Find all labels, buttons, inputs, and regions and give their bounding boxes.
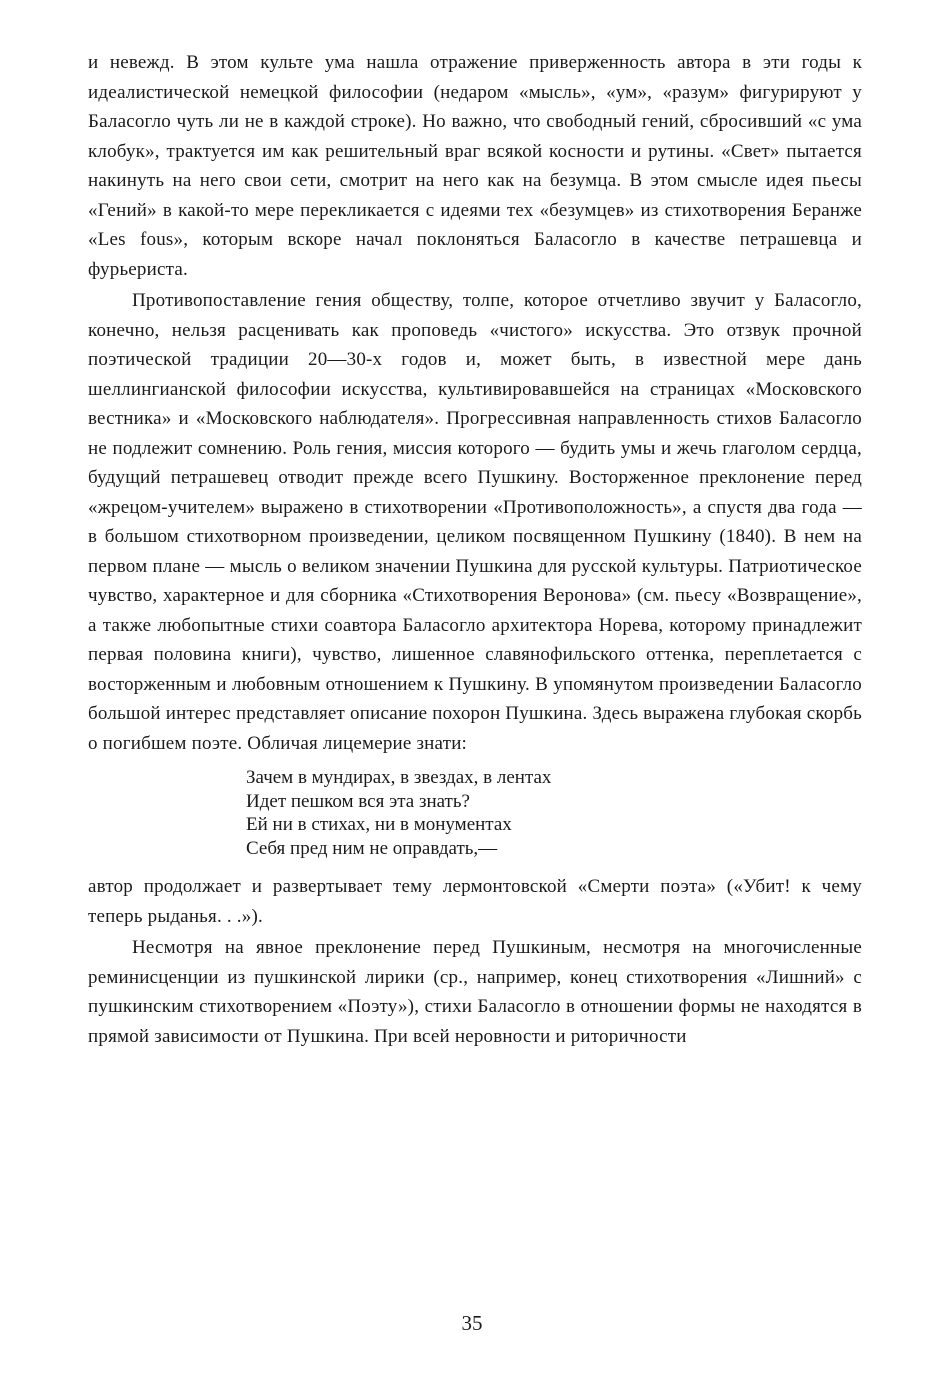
poem-line: Себя пред ним не оправдать,— (246, 837, 498, 859)
poem-line: Идет пешком вся эта знать? (246, 790, 470, 812)
poem-line: Ей ни в стихах, ни в монументах (246, 814, 512, 835)
poem-quote (246, 766, 862, 860)
paragraph-continuation: и невежд. В этом культе ума нашла отражение приверженность автора в эти годы к идеалистической немецкой философии (недаром «мысль», «ум», «разум» фигурируют у Баласогло чуть ли не в каждой строке). Но важно, что свободный гений, сбросивший «с ума клобук», трактуется им как решительный враг всякой косности и рутины. «Свет» пытается накинуть на него свои сети, смотрит на него как на безумца. В этом смысле идея пьесы «Гений» в какой-то мере перекликается с идеями тех «безумцев» из стихотворения Беранже «Les fous», которым вскоре начал поклоняться Баласогло в качестве петрашевца и фурьериста. (88, 52, 862, 280)
paragraph-after-poem: автор продолжает и развертывает тему лермонтовской «Смерти поэта» («Убит! к чему теперь рыданья. . .»). (88, 876, 862, 927)
page-number: 35 (461, 1311, 483, 1335)
page-body (88, 48, 862, 1051)
paragraph-genius-vs-society: Противопоставление гения обществу, толпе, которое отчетливо звучит у Баласогло, конечно, нельзя расценивать как проповедь «чистого» искусства. Это отзвук прочной поэтической традиции 20—30-х годов и, может быть, в известной мере дань шеллингианской философии искусства, культивировавшейся на страницах «Московского вестника» и «Московского наблюдателя». Прогрессивная направленность стихов Баласогло не подлежит сомнению. Роль гения, миссия которого — будить умы и жечь глаголом сердца, будущий петрашевец отводит прежде всего Пушкину. Восторженное преклонение перед «жрецом-учителем» выражено в стихотворении «Противоположность», а спустя два года — в большом стихотворном произведении, целиком посвященном Пушкину (1840). В нем на первом плане — мысль о великом значении Пушкина для русской культуры. Патриотическое чувство, характерное и для сборника «Стихотворения Веронова» (см. пьесу «Возвращение», а также любопытные стихи соавтора Баласогло архитектора Норева, которому принадлежит первая половина книги), чувство, лишенное славянофильского оттенка, переплетается с восторженным и любовным отношением к Пушкину. В упомянутом произведении Баласогло большой интерес представляет описание похорон Пушкина. Здесь выражена глубокая скорбь о погибшем поэте. Обличая лицемерие знати: (88, 290, 862, 754)
paragraph-form-independence: Несмотря на явное преклонение перед Пушкиным, несмотря на многочисленные реминисценции из пушкинской лирики (ср., например, конец стихотворения «Лишний» с пушкинским стихотворением «Поэту»), стихи Баласогло в отношении формы не находятся в прямой зависимости от Пушкина. При всей неровности и риторичности (88, 937, 862, 1047)
poem-line: Зачем в мундирах, в звездах, в лентах (246, 767, 552, 788)
